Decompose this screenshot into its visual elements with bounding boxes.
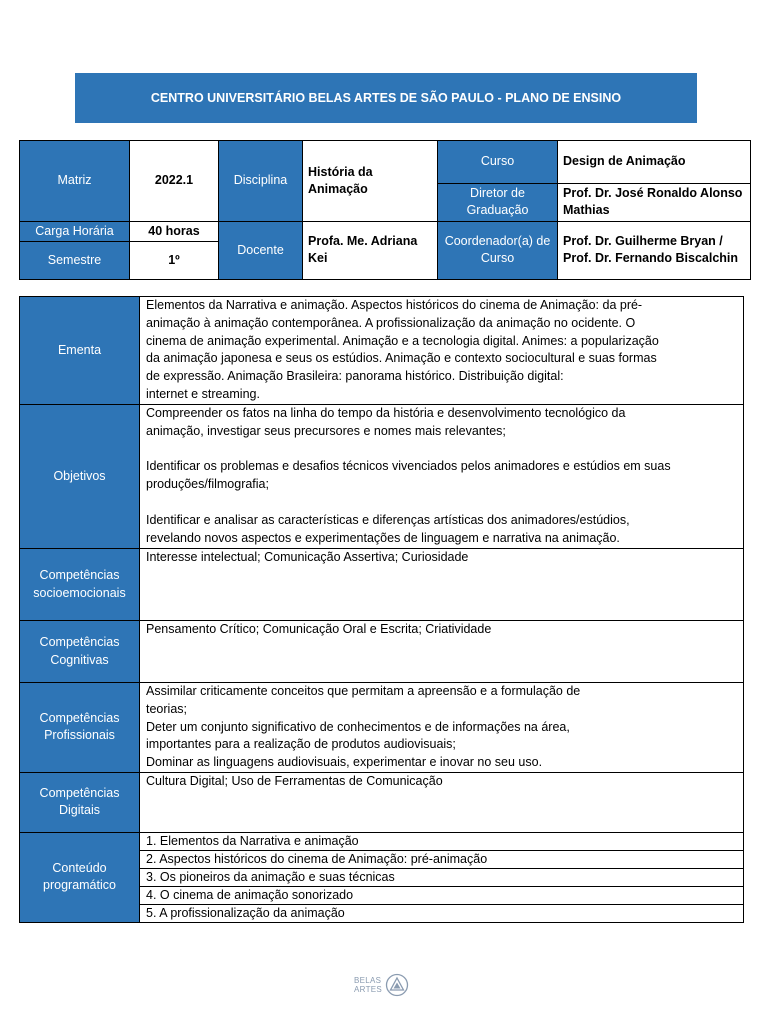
ementa-line: animação à animação contemporânea. A profissionalização da animação no ocidente. O: [146, 315, 636, 330]
socioemocionais-text: Interesse intelectual; Comunicação Assertiva; Curiosidade: [140, 549, 744, 621]
objetivos-row: [20, 405, 744, 549]
course-info-table: [19, 140, 751, 280]
objetivos-line: revelando novos aspectos e experimentações de linguagem e narrativa na animação.: [146, 530, 620, 545]
disciplina-value: História da Animação: [303, 141, 438, 222]
curso-label: Curso: [438, 141, 558, 184]
objetivos-line: Compreender os fatos na linha do tempo da história e desenvolvimento tecnológico da: [146, 406, 626, 420]
socioemocionais-row: [20, 549, 744, 621]
profissionais-line: teorias;: [146, 701, 187, 716]
digitais-text: Cultura Digital; Uso de Ferramentas de Comunicação: [140, 772, 744, 832]
objetivos-label: Objetivos: [20, 405, 140, 549]
conteudo-item: 4. O cinema de animação sonorizado: [140, 886, 744, 904]
digitais-label: Competências Digitais: [20, 772, 140, 832]
socioemocionais-label: Competências socioemocionais: [20, 549, 140, 621]
objetivos-line: animação, investigar seus precursores e nomes mais relevantes;: [146, 423, 506, 438]
conteudo-item: 5. A profissionalização da animação: [140, 904, 744, 922]
carga-horaria-value: 40 horas: [130, 221, 219, 241]
ementa-text: [140, 297, 744, 405]
profissionais-row: [20, 683, 744, 773]
diretor-label: Diretor de Graduação: [438, 184, 558, 222]
carga-horaria-label: Carga Horária: [20, 221, 130, 241]
conteudo-item: 1. Elementos da Narrativa e animação: [140, 832, 744, 850]
cognitivas-label: Competências Cognitivas: [20, 621, 140, 683]
ementa-row: [20, 297, 744, 405]
profissionais-line: Dominar as linguagens audiovisuais, experimentar e inovar no seu uso.: [146, 755, 543, 770]
semestre-label: Semestre: [20, 241, 130, 279]
ementa-line: da animação japonesa e seus os estúdios. Animação e contexto sociocultural e suas formas: [146, 351, 657, 366]
ementa-line: internet e streaming.: [146, 386, 260, 401]
cognitivas-row: [20, 621, 744, 683]
matriz-label: Matriz: [20, 141, 130, 222]
objetivos-line: Identificar os problemas e desafios técnicos vivenciados pelos animadores e estúdios em suas: [146, 459, 671, 474]
ementa-line: cinema de animação experimental. Animação e a tecnologia digital. Animes: a popularização: [146, 333, 659, 348]
objetivos-line: produções/filmografia;: [146, 477, 269, 492]
docente-label: Docente: [219, 221, 303, 279]
objetivos-line: Identificar e analisar as características e diferenças artísticas dos animadores/estúdios,: [146, 512, 630, 527]
profissionais-line: Deter um conjunto significativo de conhecimentos e de informações na área,: [146, 719, 570, 734]
ementa-label: Ementa: [20, 297, 140, 405]
cognitivas-text: Pensamento Crítico; Comunicação Oral e Escrita; Criatividade: [140, 621, 744, 683]
digitais-row: [20, 772, 744, 832]
logo-line: BELAS: [354, 976, 382, 985]
profissionais-line: Assimilar criticamente conceitos que permitam a apreensão e a formulação de: [146, 684, 581, 698]
docente-value: Profa. Me. Adriana Kei: [303, 221, 438, 279]
disciplina-label: Disciplina: [219, 141, 303, 222]
logo-emblem-icon: [385, 973, 409, 997]
curso-value: Design de Animação: [558, 141, 751, 184]
objetivos-text: [140, 405, 744, 549]
conteudo-row: [20, 832, 744, 850]
diretor-value: Prof. Dr. José Ronaldo Alonso Mathias: [558, 184, 751, 222]
coordenador-value: Prof. Dr. Guilherme Bryan / Prof. Dr. Fernando Biscalchin: [558, 221, 751, 279]
ementa-line: Elementos da Narrativa e animação. Aspectos históricos do cinema de Animação: da pré-: [146, 298, 643, 312]
logo-wordmark: [354, 976, 382, 994]
matriz-value: 2022.1: [130, 141, 219, 222]
conteudo-item: 2. Aspectos históricos do cinema de Animação: pré-animação: [140, 850, 744, 868]
belas-artes-logo: [354, 970, 414, 1000]
profissionais-label: Competências Profissionais: [20, 683, 140, 773]
ementa-line: de expressão. Animação Brasileira: panorama histórico. Distribuição digital:: [146, 369, 564, 384]
conteudo-label: Conteúdo programático: [20, 832, 140, 922]
logo-line: ARTES: [354, 985, 383, 994]
profissionais-line: importantes para a realização de produtos audiovisuais;: [146, 737, 456, 752]
coordenador-label: Coordenador(a) de Curso: [438, 221, 558, 279]
conteudo-item: 3. Os pioneiros da animação e suas técnicas: [140, 868, 744, 886]
document-title: CENTRO UNIVERSITÁRIO BELAS ARTES DE SÃO PAULO - PLANO DE ENSINO: [150, 91, 622, 105]
profissionais-text: [140, 683, 744, 773]
document-title-banner: [75, 73, 697, 123]
plan-details-table: [19, 296, 744, 923]
semestre-value: 1º: [130, 241, 219, 279]
